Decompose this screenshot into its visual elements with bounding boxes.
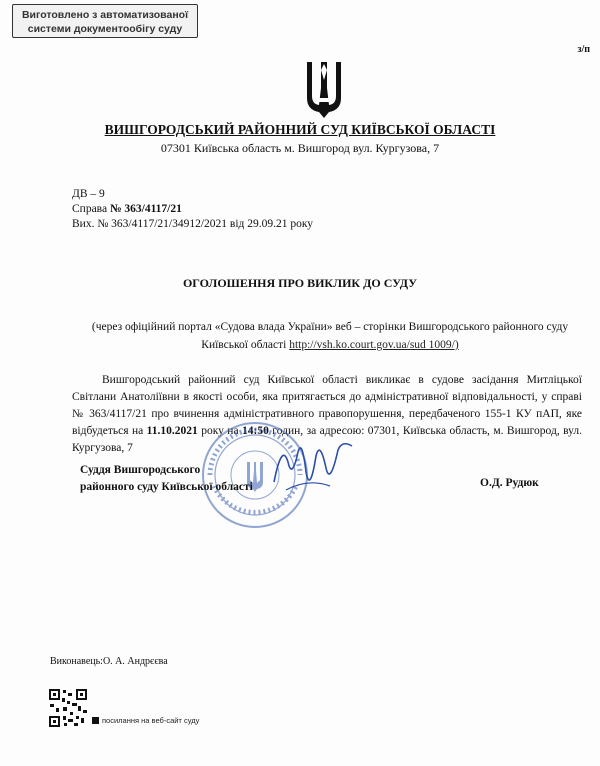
handwritten-signature-icon [268,432,358,502]
hearing-date: 11.10.2021 [146,425,198,437]
case-number: № 363/4117/21 [109,203,182,215]
qr-code-icon[interactable] [48,688,88,728]
summons-text-part2: року на [197,425,242,437]
dv-code: ДВ – 9 [72,188,105,200]
portal-note [90,318,570,354]
trident-emblem-icon [303,58,345,120]
judge-name: О.Д. Рудюк [480,477,539,489]
summons-text-part3: годин, за адресою: 07301, Київська область, м. Вишгород, вул. Кургузова, 7 [72,425,583,454]
qr-caption [92,716,199,725]
judge-title-line2: районного суду Київської області [80,481,253,493]
outgoing-number: Вих. № 363/4117/21/34912/2021 від 29.09.21 року [72,218,314,230]
hearing-time: 14:50 [242,425,269,437]
mini-qr-icon [92,717,99,724]
automation-stamp-line2: системи документообігу суду [27,23,183,35]
summons-text-part1: Вишгородський районний суд Київської області викликає в судове засідання Митліцької Світлани Анатоліївни в якості особи, яка притягається до адміністративної відповідальності, у справі № 363/4117/21 про вчинення адміністративного правопорушення, передбаченого 155-1 КУ пАП, яке відбудеться на [72,374,582,437]
document-title: ОГОЛОШЕННЯ ПРО ВИКЛИК ДО СУДУ [182,276,418,290]
court-name: ВИШГОРОДСЬКИЙ РАЙОННИЙ СУД КИЇВСЬКОЇ ОБЛАСТІ [104,122,496,137]
court-address: 07301 Київська область м. Вишгород вул. Кургузова, 7 [160,141,440,155]
automation-stamp [12,4,198,38]
portal-note-text: (через офіційний портал «Судова влада України» веб – сторінки Вишгородського районного суду Київської області [91,321,569,351]
executor-line: Виконавець:О. А. Андрєєва [50,656,168,667]
judge-title-line1: Суддя Вишгородського [80,464,201,476]
case-reference [72,203,182,215]
qr-caption-text: посилання на веб-сайт суду [102,716,200,725]
signature-block [80,462,253,496]
case-label: Справа [72,203,110,215]
court-website-link[interactable]: http://vsh.ko.court.gov.ua/sud 1009/) [289,339,459,351]
corner-mark: з/п [577,44,590,55]
automation-stamp-line1: Виготовлено з автоматизованої [21,9,189,21]
